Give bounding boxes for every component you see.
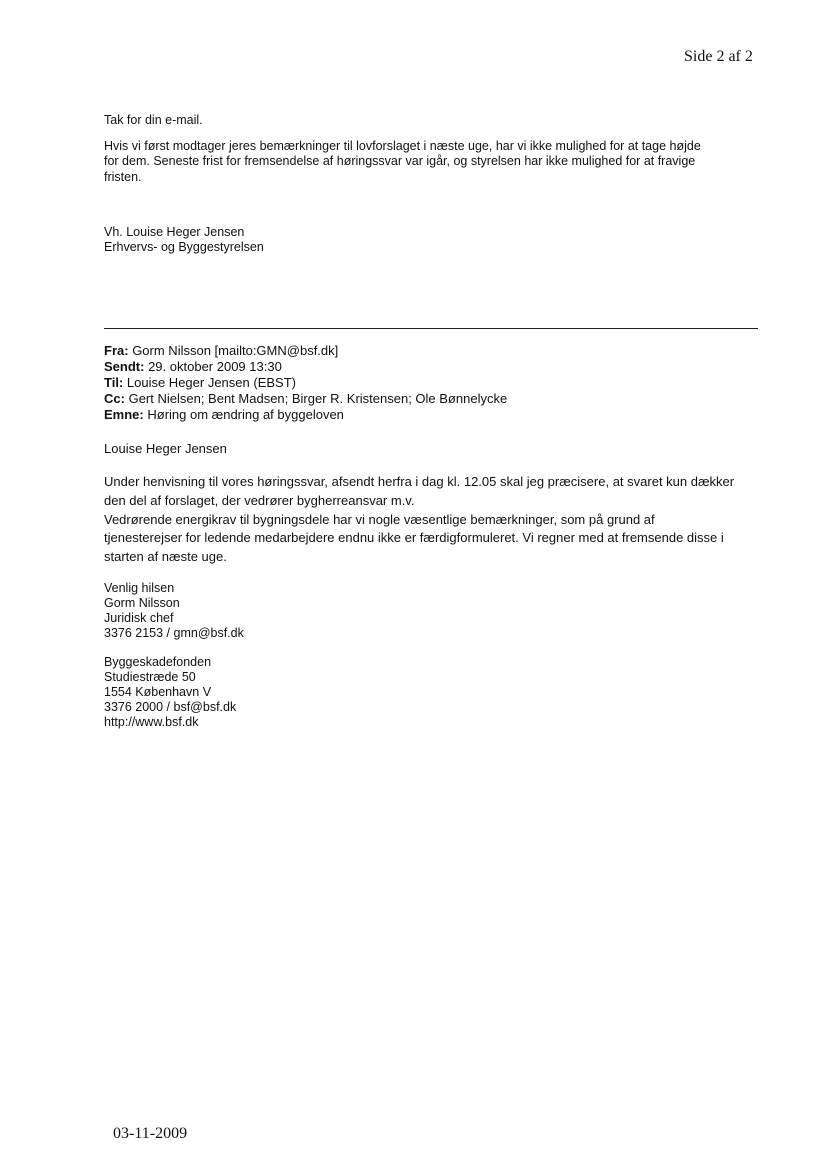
cc-label: Cc:	[104, 391, 125, 406]
signature-title: Juridisk chef	[104, 611, 174, 625]
signature-street: Studiestræde 50	[104, 670, 196, 684]
reply-body-line: Hvis vi først modtager jeres bemærkninger til lovforslaget i næste uge, har vi ikke mulighed for at tage højde	[104, 139, 701, 153]
signature-website: http://www.bsf.dk	[104, 715, 199, 729]
signature-city: 1554 København V	[104, 685, 212, 699]
signature-name: Gorm Nilsson	[104, 596, 180, 610]
reply-signature-name: Vh. Louise Heger Jensen	[104, 225, 245, 239]
signature-closing: Venlig hilsen	[104, 581, 175, 595]
reply-greeting: Tak for din e-mail.	[104, 113, 203, 127]
reply-body-line: for dem. Seneste frist for fremsendelse af høringssvar var igår, og styrelsen har ikke mulighed for at fravige	[104, 154, 696, 168]
subject-value: Høring om ændring af byggeloven	[147, 407, 344, 422]
body-line: Vedrørende energikrav til bygningsdele har vi nogle væsentlige bemærkninger, som på grund af	[104, 512, 655, 527]
header-sent	[104, 358, 282, 375]
body-line: tjenesterejser for ledende medarbejdere endnu ikke er færdigformuleret. Vi regner med at fremsende disse i	[104, 530, 724, 545]
signature-contact: 3376 2153 / gmn@bsf.dk	[104, 626, 244, 640]
page-number: Side 2 af 2	[684, 48, 753, 65]
signature-org-contact: 3376 2000 / bsf@bsf.dk	[104, 700, 237, 714]
cc-value: Gert Nielsen; Bent Madsen; Birger R. Kristensen; Ole Bønnelycke	[128, 391, 508, 406]
to-label: Til:	[104, 375, 124, 390]
body-line: starten af næste uge.	[104, 549, 227, 564]
reply-signature-org: Erhvervs- og Byggestyrelsen	[104, 240, 264, 254]
header-cc	[104, 390, 507, 407]
to-value: Louise Heger Jensen (EBST)	[126, 375, 296, 390]
sent-label: Sendt:	[104, 359, 145, 374]
signature-org: Byggeskadefonden	[104, 655, 212, 669]
body-line: den del af forslaget, der vedrører bygherreansvar m.v.	[104, 493, 415, 508]
header-subject	[104, 406, 344, 423]
header-to	[104, 374, 296, 391]
footer-date: 03-11-2009	[113, 1125, 188, 1142]
body-line: Under henvisning til vores høringssvar, afsendt herfra i dag kl. 12.05 skal jeg præcisere, at svaret kun dækker	[104, 474, 735, 489]
from-value: Gorm Nilsson [mailto:GMN@bsf.dk]	[132, 343, 339, 358]
sent-value: 29. oktober 2009 13:30	[148, 359, 282, 374]
subject-label: Emne:	[104, 407, 144, 422]
reply-body-line: fristen.	[104, 170, 142, 184]
body-salutation: Louise Heger Jensen	[104, 441, 227, 456]
header-from	[104, 342, 338, 359]
from-label: Fra:	[104, 343, 129, 358]
quote-separator	[104, 328, 758, 329]
